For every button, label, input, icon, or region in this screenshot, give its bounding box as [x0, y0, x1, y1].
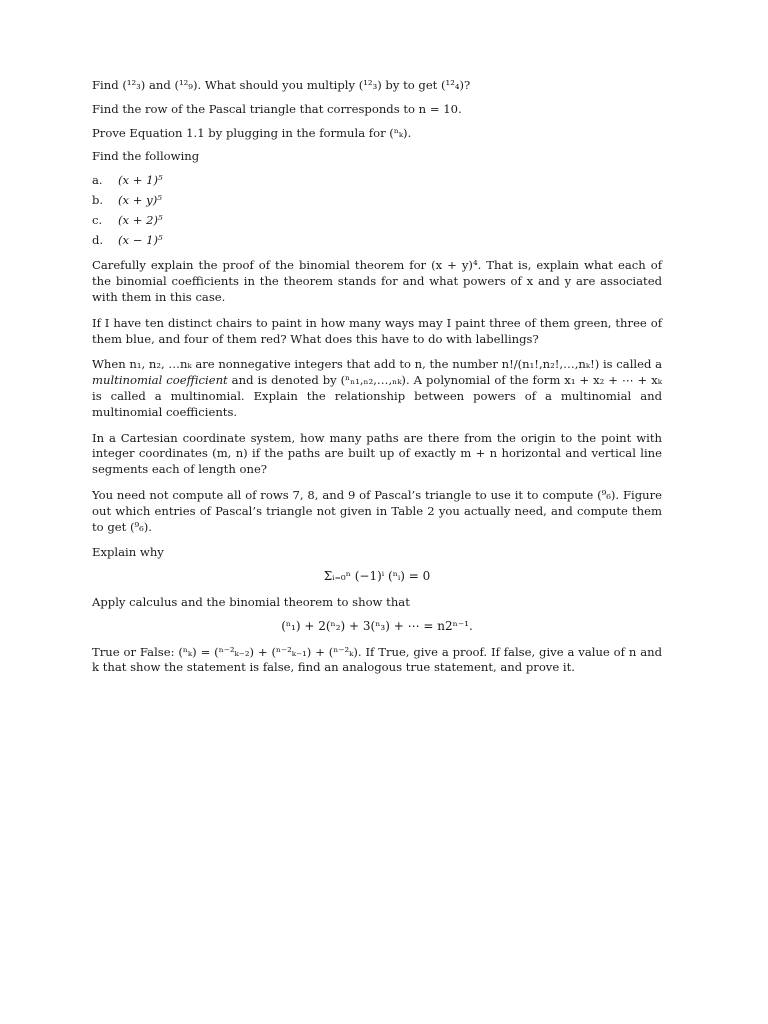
multinomial-text-start: When n₁, n₂, …nₖ are nonnegative integers that add to n, the number n!/(n₁!,n₂!,…,nₖ!) is called a: [92, 357, 662, 372]
alternating-sum-formula: [92, 569, 662, 585]
problem-binomial-twelve: Find (¹²₃) and (¹²₉). What should you multiply (¹²₃) by to get (¹²₄)?: [92, 78, 471, 92]
problem-pascal-entries: You need not compute all of rows 7, 8, and 9 of Pascal’s triangle to use it to compute (⁹₆). Figure out which entries of Pascal’s triangle not given in Table 2 you actually need, and compute them to get (⁹₆).: [92, 487, 662, 534]
problem-calculus: Apply calculus and the binomial theorem to show that: [92, 594, 410, 609]
item-expression: (x + 2)⁵: [118, 212, 163, 227]
problem-prove-equation: Prove Equation 1.1 by plugging in the formula for (ⁿₖ).: [92, 125, 412, 140]
item-label: b.: [92, 192, 104, 207]
list-item: [92, 173, 662, 189]
expansion-list: [92, 173, 662, 248]
problem-paint-chairs: If I have ten distinct chairs to paint in how many ways may I paint three of them green, three of them blue, and four of them red? What does this have to do with labellings?: [92, 315, 662, 346]
item-label: d.: [92, 232, 104, 247]
problem-pascal-row: Find the row of the Pascal triangle that corresponds to n = 10.: [92, 101, 462, 116]
list-item: [92, 193, 662, 209]
multinomial-term: multinomial coefficient: [92, 373, 228, 388]
multinomial-text-end: and is denoted by (ⁿₙ₁,ₙ₂,…,ₙₖ). A polynomial of the form x₁ + x₂ + ⋯ + xₖ is called a multinomial. Explain the relationship between powers of a multinomial and multinomial coefficients.: [92, 373, 662, 419]
problem-binomial-proof: Carefully explain the proof of the binomial theorem for (x + y)⁴. That is, explain what each of the binomial coefficients in the theorem stands for and what powers of x and y are associated with them in this case.: [92, 258, 662, 304]
exercise-page: [92, 78, 662, 684]
weighted-sum-text: (ⁿ₁) + 2(ⁿ₂) + 3(ⁿ₃) + ⋯ = n2ⁿ⁻¹.: [281, 618, 473, 633]
item-expression: (x + 1)⁵: [118, 173, 163, 188]
item-label: a.: [92, 173, 103, 188]
item-expression: (x + y)⁵: [118, 192, 162, 207]
list-item: [92, 233, 662, 249]
problem-explain-why: Explain why: [92, 545, 164, 560]
problem-multinomial: [92, 357, 662, 420]
problem-lattice-paths: In a Cartesian coordinate system, how many paths are there from the origin to the point with integer coordinates (m, n) if the paths are built up of exactly m + n horizontal and vertical line segments each of length one?: [92, 430, 662, 477]
weighted-sum-formula: [92, 619, 662, 635]
alternating-sum-text: Σᵢ₌₀ⁿ (−1)ⁱ (ⁿᵢ) = 0: [323, 569, 431, 584]
item-label: c.: [92, 212, 103, 227]
item-expression: (x − 1)⁵: [118, 232, 163, 247]
problem-true-false: True or False: (ⁿₖ) = (ⁿ⁻²ₖ₋₂) + (ⁿ⁻²ₖ₋₁) + (ⁿ⁻²ₖ). If True, give a proof. If false, give a value of n and k that show the statement is false, find an analogous true statement, and prove it.: [92, 644, 662, 675]
list-item: [92, 213, 662, 229]
problem-find-following: Find the following: [92, 149, 200, 164]
